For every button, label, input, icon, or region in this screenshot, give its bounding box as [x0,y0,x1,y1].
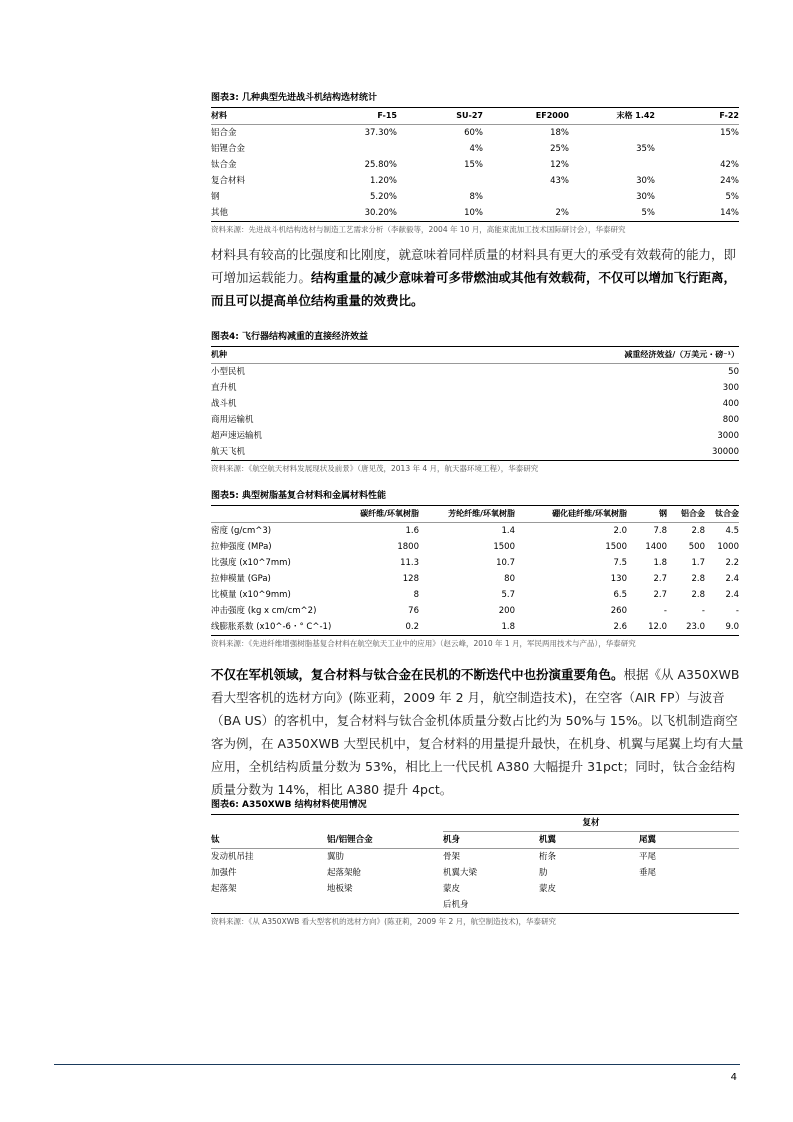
table-row [211,412,739,428]
table-cell: 260 [610,606,627,616]
table-cell: 拉伸强度 (MPa) [211,542,272,552]
table-cell: 超声速运输机 [211,431,263,441]
table-row [211,523,739,540]
table-cell: 8% [469,192,483,202]
table-cell: 43% [550,176,569,186]
table-cell: 5% [725,192,739,202]
table-row [211,396,739,412]
table-cell: 1500 [493,542,515,552]
table-cell: - [735,606,739,616]
table-cell: 桁条 [539,852,557,862]
table-row [211,587,739,603]
table-cell: 地板梁 [327,884,353,894]
table-cell [327,897,443,914]
table-cell: 2.8 [691,526,705,536]
table-cell: 直升机 [211,383,237,393]
table-cell: 800 [722,415,739,425]
paragraph-1-normal: 材料具有较高的比强度和比刚度，就意味着同样质量的材料具有更大的承受有效载荷的能力，即可增加运载能力。 [211,247,737,285]
table-cell: 铝锂合金 [211,144,246,154]
table-cell: 200 [498,606,515,616]
figure-4-source: 资料来源：《航空航天材料发展现状及前景》（唐见茂，2013 年 4 月，航天器环境工程），华泰研究 [211,464,539,473]
table-cell: 冲击强度 (kg x cm/cm^2) [211,606,317,616]
table-cell: 30.20% [311,205,397,222]
figure-3-title: 图表3: 几种典型先进战斗机结构选材统计 [211,92,739,108]
table-cell [539,897,639,914]
table-cell: 4% [469,144,483,154]
table-cell: 2.4 [725,590,739,600]
figure-6 [211,799,739,927]
footer-divider [54,1064,740,1065]
table-cell: 线膨胀系数 (x10^-6・° C^-1) [211,619,341,636]
column-header: 钢 [627,506,667,523]
figure-5-table [211,506,739,636]
table-row [211,141,739,157]
table-cell: 6.5 [613,590,627,600]
table-cell: 7.8 [653,526,667,536]
table-row [211,444,739,461]
table-cell: 1.7 [691,558,705,568]
column-header: F-15 [311,108,397,125]
table-row [211,189,739,205]
table-cell: 11.3 [400,558,419,568]
column-header: 铝/铝锂合金 [327,832,443,849]
table-cell: 35% [636,144,655,154]
figure-5 [211,490,739,649]
figure-4-title: 图表4: 飞行器结构减重的直接经济效益 [211,331,739,347]
table-cell: 机翼大梁 [443,868,478,878]
paragraph-2-bold: 不仅在军机领域，复合材料与钛合金在民机的不断迭代中也扮演重要角色。 [211,667,624,682]
table-cell: 8 [413,590,419,600]
table-cell: - [701,606,705,616]
table-cell: 1.6 [405,526,419,536]
table-cell: 30% [636,176,655,186]
table-cell [311,141,397,157]
table-cell: 钛合金 [211,160,237,170]
table-cell: 比强度 (x10^7mm) [211,558,291,568]
table-cell: 1000 [717,542,739,552]
table-row [211,865,739,881]
column-header: F-22 [655,108,739,125]
table-cell: 小型民机 [211,367,246,377]
table-header-row [211,832,739,849]
table-cell: 0.2 [341,619,419,636]
column-header: 碳纤维/环氧树脂 [341,506,419,523]
table-cell: 2.0 [613,526,627,536]
table-cell: 5.20% [369,192,397,202]
table-cell: 24% [720,176,739,186]
table-row [211,603,739,619]
figure-6-source: 资料来源：《从 A350XWB 看大型客机的选材方向》(陈亚莉，2009 年 2 月，航空制造技术)，华泰研究 [211,917,557,926]
table-cell: 15% [464,160,483,170]
table-cell: 2% [483,205,569,222]
table-cell: 1.4 [501,526,515,536]
table-cell: 128 [402,574,419,584]
figure-3-table [211,108,739,222]
table-cell: 7.5 [613,558,627,568]
table-cell: 5% [569,205,655,222]
paragraph-1-bold: 结构重量的减少意味着可多带燃油或其他有效载荷，不仅可以增加飞行距离，而且可以提高单位结构重量的效费比。 [211,270,737,308]
table-cell: 骨架 [443,852,461,862]
table-cell: 5.7 [501,590,515,600]
table-cell [655,141,739,157]
table-cell: 起落架舱 [327,868,362,878]
column-header: 硼化硅纤维/环氧树脂 [515,506,627,523]
table-cell: 钢 [211,192,220,202]
table-cell: 其他 [211,205,311,222]
table-cell: 10.7 [496,558,515,568]
table-row [211,364,739,381]
column-header: 末格 1.42 [569,108,655,125]
table-cell: 1400 [645,542,667,552]
table-cell [639,897,739,914]
column-header: 材料 [211,108,311,125]
table-cell: 肋 [539,868,548,878]
table-row [211,157,739,173]
figure-5-source: 资料来源：《先进纤维增强树脂基复合材料在航空航天工业中的应用》（赵云峰，2010 年 1 月，军民两用技术与产品），华泰研究 [211,639,636,648]
table-cell: 1800 [397,542,419,552]
table-cell: 蒙皮 [539,884,557,894]
table-cell [639,881,739,897]
table-cell: 130 [610,574,627,584]
table-cell [211,897,327,914]
table-cell: 铝合金 [211,128,237,138]
column-header: 芳纶纤维/环氧树脂 [419,506,515,523]
table-cell: 400 [722,399,739,409]
column-header: 机身 [443,832,539,849]
table-cell: 商用运输机 [211,415,254,425]
table-row [211,539,739,555]
table-cell: 3000 [717,431,739,441]
table-row [211,380,739,396]
column-header: 铝合金 [667,506,705,523]
table-cell: 500 [688,542,705,552]
paragraph-2 [211,663,746,801]
table-row [211,205,739,222]
table-cell: 垂尾 [639,868,657,878]
table-cell: 42% [720,160,739,170]
column-header: 机翼 [539,832,639,849]
table-row [211,173,739,189]
column-header: SU-27 [397,108,483,125]
table-cell: 战斗机 [211,399,237,409]
table-row [211,881,739,897]
table-cell [397,173,483,189]
table-cell: 4.5 [725,526,739,536]
table-cell: 60% [464,128,483,138]
table-cell: 2.8 [691,574,705,584]
group-header-row [211,815,739,832]
table-row [211,897,739,914]
figure-3 [211,92,739,235]
table-cell: 发动机吊挂 [211,852,254,862]
table-cell: 2.6 [515,619,627,636]
figure-6-table [211,815,739,914]
table-cell: 蒙皮 [443,884,461,894]
composite-group-header: 复材 [443,815,739,832]
table-cell: 1.20% [369,176,397,186]
table-cell: 比模量 (x10^9mm) [211,590,291,600]
table-cell: 2.4 [725,574,739,584]
table-cell: 10% [397,205,483,222]
table-cell [569,157,655,173]
figure-4 [211,331,739,474]
column-header: 减重经济效益/（万美元・磅⁻¹） [511,347,739,364]
column-header [211,506,341,523]
table-cell: 25% [550,144,569,154]
table-row [211,555,739,571]
table-cell: 80 [504,574,515,584]
table-cell: 加强件 [211,868,237,878]
table-cell: 拉伸模量 (GPa) [211,574,271,584]
table-row [211,125,739,142]
table-header-row [211,108,739,125]
figure-5-title: 图表5: 典型树脂基复合材料和金属材料性能 [211,490,739,506]
table-cell [569,125,655,142]
table-cell: 15% [720,128,739,138]
paragraph-1 [211,243,746,312]
table-row [211,619,739,636]
table-cell: 50 [728,367,739,377]
table-cell: 300 [722,383,739,393]
table-header-row [211,347,739,364]
column-header: 尾翼 [639,832,739,849]
table-cell: 2.7 [653,590,667,600]
figure-3-source: 资料来源：先进战斗机结构选材与制造工艺需求分析（李献毅等，2004 年 10 月，高能束流加工技术国际研讨会），华泰研究 [211,225,626,234]
table-header-row [211,506,739,523]
table-cell: 2.2 [725,558,739,568]
table-row [211,849,739,866]
table-row [211,428,739,444]
figure-6-title: 图表6: A350XWB 结构材料使用情况 [211,799,739,815]
table-cell: 平尾 [639,852,657,862]
table-cell: 25.80% [364,160,397,170]
table-cell: 12% [550,160,569,170]
table-cell: 2.8 [691,590,705,600]
paragraph-2-normal: 根据《从 A350XWB 看大型客机的选材方向》(陈亚莉，2009 年 2 月，航空制造技术)，在空客（AIR FP）与波音（BA US）的客机中，复合材料与钛合金机体质量分数占比约为 50%与 15%。以飞机制造商空客为例，在 A350XWB 大型民机中，复合材料的用量提升最快，在机身、机翼与尾翼上均有大量应用，全机结构质量分数为 53%，相比上一代民机 A380 大幅提升 31pct；同时，钛合金结构质量分数为 14%，相比 A380 提升 4pct。 [211,667,744,797]
column-header: 钛合金 [705,506,739,523]
table-cell: 14% [655,205,739,222]
table-cell: 76 [408,606,419,616]
table-cell: 18% [550,128,569,138]
table-cell: 密度 (g/cm^3) [211,526,272,536]
table-cell: 2.7 [653,574,667,584]
table-cell: 23.0 [667,619,705,636]
table-cell: 30% [636,192,655,202]
table-cell: 1.8 [419,619,515,636]
table-cell: 航天飞机 [211,444,511,461]
table-cell: 后机身 [443,897,539,914]
table-cell: 30000 [511,444,739,461]
column-header: 钛 [211,832,327,849]
column-header: 机种 [211,347,511,364]
table-cell: 37.30% [364,128,397,138]
table-cell: 翼肋 [327,852,345,862]
table-cell: 9.0 [705,619,739,636]
table-cell: 1.8 [653,558,667,568]
table-cell [483,189,569,205]
table-cell: - [663,606,667,616]
table-cell: 1500 [605,542,627,552]
column-header: EF2000 [483,108,569,125]
figure-4-table [211,347,739,461]
table-cell: 起落架 [211,884,237,894]
table-row [211,571,739,587]
page-number: 4 [730,1072,737,1083]
table-cell: 12.0 [627,619,667,636]
table-cell: 复合材料 [211,176,246,186]
